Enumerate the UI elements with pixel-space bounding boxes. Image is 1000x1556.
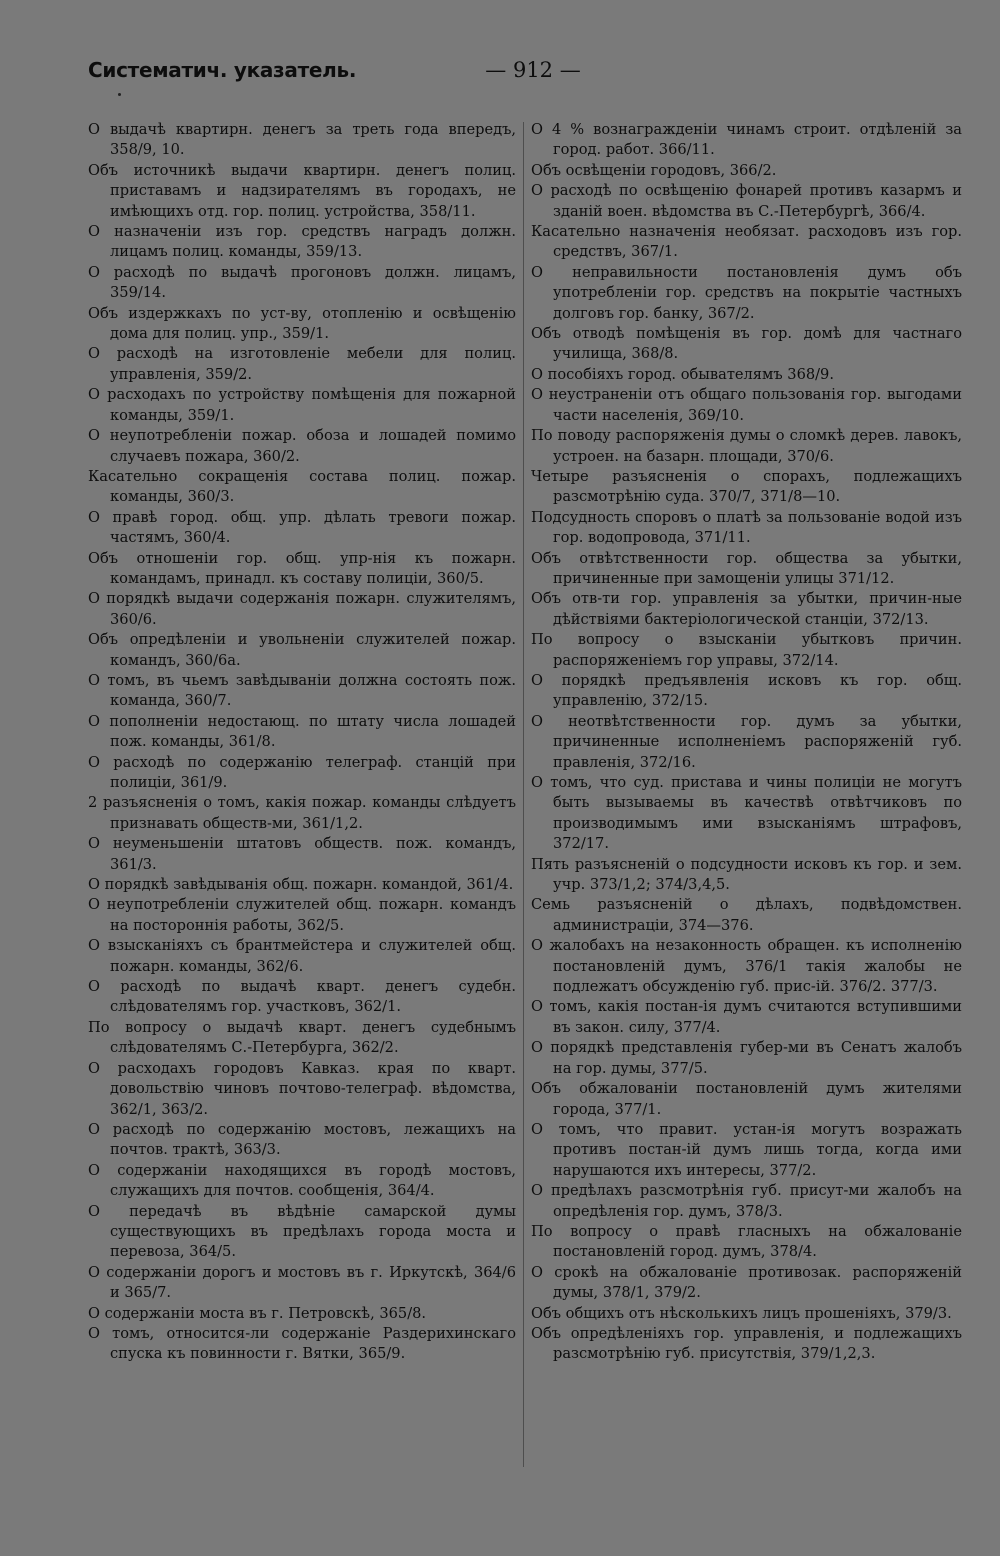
index-entry: По вопросу о выдачѣ кварт. денегъ судебнымъ слѣдователямъ С.-Петербурга, 362/2. <box>88 1018 516 1057</box>
index-entry: О расходахъ по устройству помѣщенія для пожарной команды, 359/1. <box>88 386 516 424</box>
index-entry: Касательно назначенія необязат. расходовъ изъ гор. средствъ, 367/1. <box>531 223 962 261</box>
index-entry: О порядкѣ завѣдыванія общ. пожарн. командой, 361/4. <box>88 876 514 894</box>
index-entry: О 4 % вознагражденіи чинамъ строит. отдѣленій за город. работ. 366/11. <box>531 121 962 159</box>
index-entry: Объ отвѣтственности гор. общества за убытки, причиненные при замощеніи улицы 371/12. <box>531 549 962 587</box>
index-entry: О томъ, что правит. устан-ія могутъ возражать противъ постан-ій думъ лишь тогда, когда ими нарушаются ихъ интересы, 377/2. <box>531 1120 962 1179</box>
index-entry: О расходѣ по содержанію телеграф. станцій при полиціи, 361/9. <box>88 753 516 791</box>
index-entry: О жалобахъ на незаконность обращен. къ исполненію постановленій думъ, 376/1 такія жалобы не подлежатъ обсужденію губ. прис-ій. 376/2. 377/3. <box>531 937 962 996</box>
index-entry: Объ отводѣ помѣщенія въ гор. домѣ для частнаго училища, 368/8. <box>531 325 962 363</box>
index-entry: Объ общихъ отъ нѣсколькихъ лицъ прошеніяхъ, 379/3. <box>531 1304 952 1322</box>
index-entry: Пять разъясненій о подсудности исковъ къ гор. и зем. учр. 373/1,2; 374/3,4,5. <box>531 855 962 894</box>
index-entry: О выдачѣ квартирн. денегъ за треть года впередъ, 358/9, 10. <box>88 121 516 159</box>
column-divider <box>523 122 524 1467</box>
index-entry: Объ отношеніи гор. общ. упр-нія къ пожарн. командамъ, принадл. къ составу полиціи, 360/5. <box>88 549 516 587</box>
index-entry: По вопросу о правѣ гласныхъ на обжалованіе постановленій город. думъ, 378/4. <box>531 1222 962 1261</box>
index-entry: О неупотребленіи пожар. обоза и лошадей помимо случаевъ пожара, 360/2. <box>88 427 516 465</box>
index-entry: О расходѣ по освѣщенію фонарей противъ казармъ и зданій воен. вѣдомства въ С.-Петербургѣ, 366/4. <box>531 182 962 220</box>
index-entry: Подсудность споровъ о платѣ за пользованіе водой изъ гор. водопровода, 371/11. <box>531 508 962 547</box>
index-entry: Четыре разъясненія о спорахъ, подлежащихъ разсмотрѣнію суда. 370/7, 371/8—10. <box>531 467 962 506</box>
print-speck <box>118 93 121 96</box>
index-entry: О расходѣ по выдачѣ прогоновъ должн. лицамъ, 359/14. <box>88 263 516 302</box>
index-entry: О томъ, какія постан-ія думъ считаются вступившими въ закон. силу, 377/4. <box>531 998 962 1036</box>
index-entry: О порядкѣ предъявленія исковъ къ гор. общ. управленію, 372/15. <box>531 671 962 710</box>
index-entry: О порядкѣ представленія губер-ми въ Сенатъ жалобъ на гор. думы, 377/5. <box>531 1039 962 1077</box>
index-entry: О неупотребленіи служителей общ. пожарн. командъ на постороннія работы, 362/5. <box>88 896 516 934</box>
index-entry: О предѣлахъ разсмотрѣнія губ. присут-ми жалобъ на опредѣленія гор. думъ, 378/3. <box>531 1182 962 1220</box>
index-entry: Объ издержкахъ по уст-ву, отопленію и освѣщенію дома для полиц. упр., 359/1. <box>88 304 516 343</box>
right-column <box>531 120 962 1365</box>
index-entry: Объ опредѣленіяхъ гор. управленія, и подлежащихъ разсмотрѣнію губ. присутствія, 379/1,2,3. <box>531 1324 962 1363</box>
index-entry: О назначеніи изъ гор. средствъ наградъ должн. лицамъ полиц. команды, 359/13. <box>88 223 516 261</box>
index-entry: 2 разъясненія о томъ, какія пожар. команды слѣдуетъ признавать обществ-ми, 361/1,2. <box>88 794 516 832</box>
index-entry: Касательно сокращенія состава полиц. пожар. команды, 360/3. <box>88 467 516 506</box>
index-entry: О передачѣ въ вѣдѣніе самарской думы существующихъ въ предѣлахъ города моста и перевоза, 364/5. <box>88 1202 516 1261</box>
index-entry: О неуменьшеніи штатовъ обществ. пож. командъ, 361/3. <box>88 835 516 873</box>
index-entry: О пополненіи недостающ. по штату числа лошадей пож. команды, 361/8. <box>88 712 516 751</box>
index-entry: О томъ, въ чьемъ завѣдываніи должна состоять пож. команда, 360/7. <box>88 671 516 710</box>
index-entry: О расходахъ городовъ Кавказ. края по кварт. довольствію чиновъ почтово-телеграф. вѣдомства, 362/1, 363/2. <box>88 1059 516 1118</box>
page-number: — 912 — <box>485 58 581 82</box>
index-entry: Объ источникѣ выдачи квартирн. денегъ полиц. приставамъ и надзирателямъ въ городахъ, не имѣющихъ отд. гор. полиц. устройства, 358/11. <box>88 161 516 220</box>
index-entry: Объ опредѣленіи и увольненіи служителей пожар. командъ, 360/6а. <box>88 631 516 669</box>
index-entry: Объ освѣщеніи городовъ, 366/2. <box>531 161 777 179</box>
index-entry: О томъ, что суд. пристава и чины полиціи не могутъ быть вызываемы въ качествѣ отвѣтчиковъ по производимымъ ими взысканіямъ штрафовъ, 372/17. <box>531 774 962 853</box>
index-entry: О срокѣ на обжалованіе противозак. распоряженій думы, 378/1, 379/2. <box>531 1263 962 1302</box>
index-entry: О расходѣ по содержанію мостовъ, лежащихъ на почтов. трактѣ, 363/3. <box>88 1120 516 1159</box>
left-column <box>88 120 516 1365</box>
index-entry: О неустраненіи отъ общаго пользованія гор. выгодами части населенія, 369/10. <box>531 386 962 424</box>
index-entry: О содержаніи моста въ г. Петровскѣ, 365/8. <box>88 1304 427 1322</box>
index-entry: По вопросу о взысканіи убытковъ причин. распоряженіемъ гор управы, 372/14. <box>531 631 962 669</box>
index-entry: О содержаніи находящихся въ городѣ мостовъ, служащихъ для почтов. сообщенія, 364/4. <box>88 1161 516 1200</box>
index-entry: О расходѣ на изготовленіе мебели для полиц. управленія, 359/2. <box>88 345 516 383</box>
index-entry: По поводу распоряженія думы о сломкѣ дерев. лавокъ, устроен. на базарн. площади, 370/6. <box>531 427 962 465</box>
index-entry: Семь разъясненій о дѣлахъ, подвѣдомствен. администраціи, 374—376. <box>531 896 962 934</box>
index-entry: О взысканіяхъ съ брантмейстера и служителей общ. пожарн. команды, 362/6. <box>88 937 516 975</box>
index-entry: О неотвѣтственности гор. думъ за убытки, причиненные исполненіемъ распоряженій губ. правленія, 372/16. <box>531 712 962 771</box>
running-title: Систематич. указатель. <box>88 58 357 82</box>
index-entry: О правѣ город. общ. упр. дѣлать тревоги пожар. частямъ, 360/4. <box>88 508 516 547</box>
index-entry: Объ отв-ти гор. управленія за убытки, причин-ные дѣйствіями бактеріологической станціи, 372/13. <box>531 590 962 628</box>
index-entry: О порядкѣ выдачи содержанія пожарн. служителямъ, 360/6. <box>88 590 516 628</box>
page-header <box>88 58 968 92</box>
index-entry: О расходѣ по выдачѣ кварт. денегъ судебн. слѣдователямъ гор. участковъ, 362/1. <box>88 978 516 1016</box>
index-entry: О неправильности постановленія думъ объ употребленіи гор. средствъ на покрытіе частныхъ долговъ гор. банку, 367/2. <box>531 263 962 322</box>
index-entry: О томъ, относится-ли содержаніе Раздерихинскаго спуска къ повинности г. Вятки, 365/9. <box>88 1324 516 1363</box>
index-entry: О пособіяхъ город. обывателямъ 368/9. <box>531 365 834 383</box>
index-entry: О содержаніи дорогъ и мостовъ въ г. Иркутскѣ, 364/6 и 365/7. <box>88 1263 516 1302</box>
index-entry: Объ обжалованіи постановленій думъ жителями города, 377/1. <box>531 1080 962 1118</box>
